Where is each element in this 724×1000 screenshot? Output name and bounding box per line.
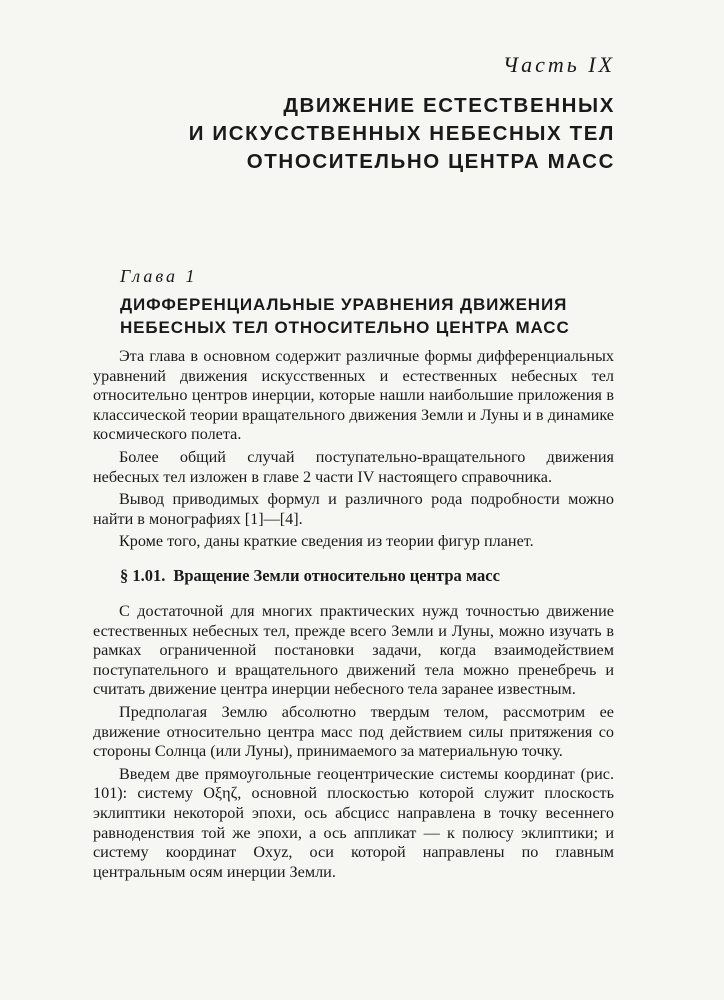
section-number: § 1.01. xyxy=(120,566,166,585)
chapter-title-line: НЕБЕСНЫХ ТЕЛ ОТНОСИТЕЛЬНО ЦЕНТРА МАСС xyxy=(120,318,570,337)
intro-paragraph: Кроме того, даны краткие сведения из теории фигур планет. xyxy=(119,532,534,551)
chapter-intro xyxy=(93,347,614,552)
intro-paragraph: Вывод приводимых формул и различного рода подробности можно найти в монографиях [1]—[4]. xyxy=(93,490,614,528)
part-title-line: ДВИЖЕНИЕ ЕСТЕСТВЕННЫХ xyxy=(283,94,615,117)
section-title: Вращение Земли относительно центра масс xyxy=(173,566,500,585)
chapter-title xyxy=(120,293,570,339)
part-title xyxy=(189,92,615,176)
body-paragraph: Введем две прямоугольные геоцентрические системы координат (рис. 101): систему Oξηζ, основной плоскостью которой служит плоскость эклиптики некоторой эпохи, ось абсцисс направлена в точку весеннего равноденствия той же эпохи, а ось аппликат — к полюсу эклиптики; и систему координат Oxyz, оси которой направлены по главным центральным осям инерции Земли. xyxy=(93,764,614,881)
body-paragraph: Предполагая Землю абсолютно твердым телом, рассмотрим ее движение относительно центра масс под действием силы притяжения со стороны Солнца (или Луны), принимаемого за материальную точку. xyxy=(93,702,614,761)
intro-paragraph: Более общий случай поступательно-вращательного движения небесных тел изложен в главе 2 части IV настоящего справочника. xyxy=(93,447,614,486)
section-heading xyxy=(120,566,500,586)
chapter-label: Глава 1 xyxy=(120,266,198,286)
part-title-line: ОТНОСИТЕЛЬНО ЦЕНТРА МАСС xyxy=(246,150,615,173)
body-paragraph: С достаточной для многих практических нужд точностью движение естественных небесных тел, прежде всего Земли и Луны, можно изучать в рамках ограниченной постановки задачи, когда взаимодействием поступательного и вращательного движений тела можно пренебречь и считать движение центра инерции небесного тела заранее известным. xyxy=(93,602,614,699)
part-label: Часть IX xyxy=(502,52,615,77)
part-title-line: И ИСКУССТВЕННЫХ НЕБЕСНЫХ ТЕЛ xyxy=(188,122,615,145)
section-body xyxy=(93,602,614,882)
intro-paragraph: Эта глава в основном содержит различные формы дифференциальных уравнений движения искусственных и естественных небесных тел относительно центров инерции, которые нашли наибольшие приложения в классической теории вращательного движения Земли и Луны и в динамике космического полета. xyxy=(93,347,614,444)
chapter-title-line: ДИФФЕРЕНЦИАЛЬНЫЕ УРАВНЕНИЯ ДВИЖЕНИЯ xyxy=(120,295,568,314)
